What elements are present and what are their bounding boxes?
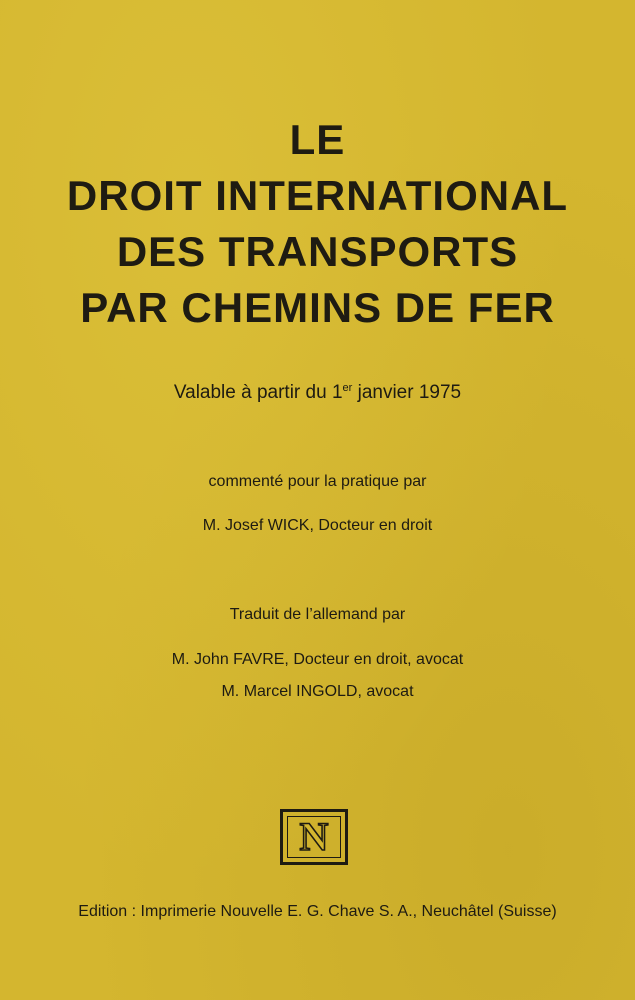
title-line-2: DROIT INTERNATIONAL [66,172,569,219]
title-line-3: DES TRANSPORTS [116,228,519,275]
translator-2: M. Marcel INGOLD, avocat [221,683,414,700]
book-title [0,112,635,336]
publisher-logo-letter: N [287,816,341,858]
title-line-1: LE [289,116,346,163]
edition-line: Edition : Imprimerie Nouvelle E. G. Chave S. A., Neuchâtel (Suisse) [78,903,557,920]
translation-label: Traduit de l’allemand par [229,606,406,623]
commentary-label: commenté pour la pratique par [208,473,427,490]
title-line-4: PAR CHEMINS DE FER [80,284,555,331]
validity-text-start: Valable à partir du 1 [173,382,343,403]
validity-date [0,382,635,404]
translator-1: M. John FAVRE, Docteur en droit, avocat [171,651,464,668]
publisher-logo [280,809,348,865]
commentary-author: M. Josef WICK, Docteur en droit [202,517,433,534]
validity-superscript: er [342,382,353,394]
validity-text-end: janvier 1975 [352,382,462,403]
